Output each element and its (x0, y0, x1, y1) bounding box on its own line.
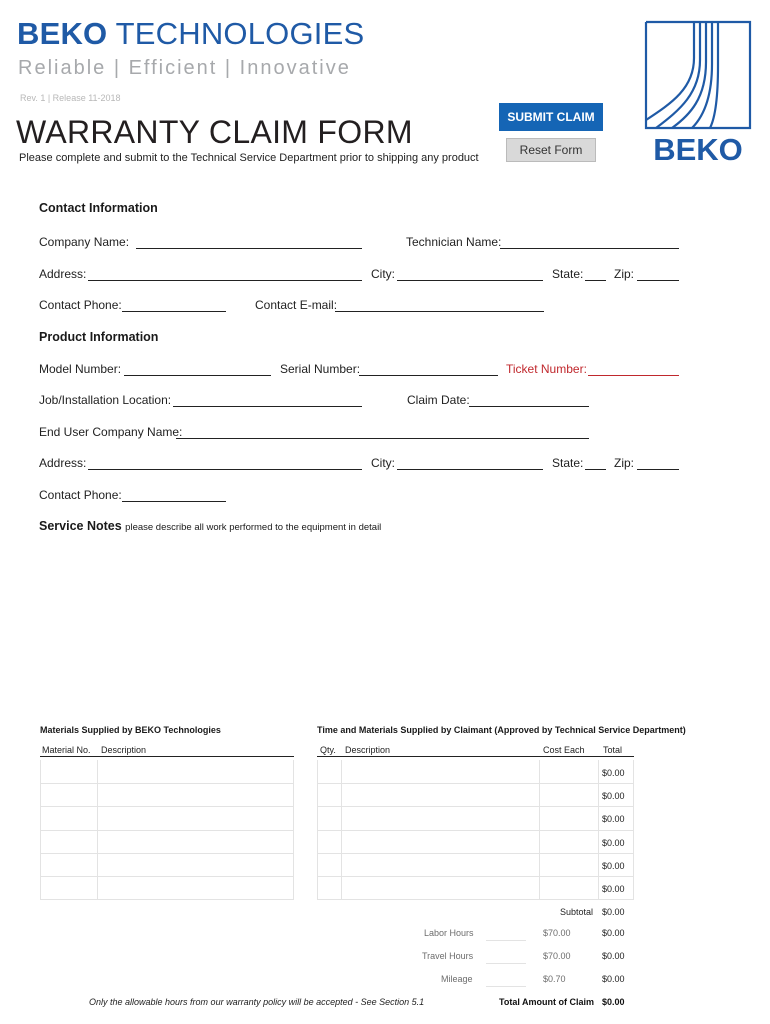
product-state-field[interactable] (585, 469, 606, 470)
submit-claim-button[interactable]: SUBMIT CLAIM (499, 103, 603, 131)
labor-hours-field[interactable] (486, 940, 526, 941)
travel-total: $0.00 (602, 951, 625, 961)
beko-grid-line (40, 830, 294, 831)
technician-name-label: Technician Name: (406, 235, 502, 249)
total-claim-label: Total Amount of Claim (499, 997, 594, 1007)
contact-phone-label: Contact Phone: (39, 298, 122, 312)
address-label: Address: (39, 267, 87, 281)
row-total: $0.00 (602, 861, 625, 871)
tagline: Reliable | Efficient | Innovative (18, 57, 351, 79)
product-contact-phone-label: Contact Phone: (39, 488, 122, 502)
service-notes-heading: Service Notes please describe all work performed to the equipment in detail (39, 519, 382, 533)
revision-label: Rev. 1 | Release 11-2018 (20, 93, 121, 103)
city-field[interactable] (397, 280, 543, 281)
claimant-grid-line (317, 853, 634, 854)
contact-email-field[interactable] (335, 311, 544, 312)
claimant-grid-line (317, 830, 634, 831)
service-notes-hint: please describe all work performed to the equipment in detail (125, 522, 382, 533)
beko-header-rule (40, 756, 294, 757)
job-location-field[interactable] (173, 406, 362, 407)
address-field[interactable] (88, 280, 362, 281)
subtotal-value: $0.00 (602, 907, 625, 917)
claim-date-label: Claim Date: (407, 393, 470, 407)
claim-date-field[interactable] (469, 406, 589, 407)
end-user-company-label: End User Company Name: (39, 425, 183, 439)
claimant-grid-line (317, 899, 634, 900)
row-total: $0.00 (602, 768, 625, 778)
contact-section-heading: Contact Information (39, 201, 158, 215)
claimant-grid-line (317, 783, 634, 784)
product-section-heading: Product Information (39, 330, 159, 344)
product-address-label: Address: (39, 456, 87, 470)
claimant-grid-line (317, 876, 634, 877)
beko-materials-table (40, 760, 294, 900)
row-total: $0.00 (602, 791, 625, 801)
travel-hours-label: Travel Hours (422, 951, 474, 961)
product-city-field[interactable] (397, 469, 543, 470)
labor-rate: $70.00 (543, 928, 571, 938)
technician-name-field[interactable] (500, 248, 679, 249)
job-location-label: Job/Installation Location: (39, 393, 172, 407)
city-label: City: (371, 267, 395, 281)
claimant-materials-table (317, 760, 634, 900)
mileage-field[interactable] (486, 986, 526, 987)
beko-materials-title: Materials Supplied by BEKO Technologies (40, 725, 221, 735)
row-total: $0.00 (602, 814, 625, 824)
product-zip-field[interactable] (637, 469, 679, 470)
ticket-number-field[interactable] (588, 375, 679, 376)
mileage-label: Mileage (441, 974, 473, 984)
instructions-text: Please complete and submit to the Technical Service Department prior to shipping any product (19, 152, 479, 164)
claimant-col-total: Total (603, 745, 623, 755)
svg-text:BEKO: BEKO (653, 132, 743, 166)
mileage-rate: $0.70 (543, 974, 566, 984)
beko-logo (642, 18, 754, 166)
product-zip-label: Zip: (614, 456, 635, 470)
product-address-field[interactable] (88, 469, 362, 470)
product-state-label: State: (552, 456, 584, 470)
total-claim-value: $0.00 (602, 997, 625, 1007)
serial-number-label: Serial Number: (280, 362, 361, 376)
contact-phone-field[interactable] (122, 311, 226, 312)
claimant-col-description: Description (345, 745, 391, 755)
company-name-label: Company Name: (39, 235, 130, 249)
travel-rate: $70.00 (543, 951, 571, 961)
mileage-total: $0.00 (602, 974, 625, 984)
travel-hours-field[interactable] (486, 963, 526, 964)
row-total: $0.00 (602, 884, 625, 894)
company-name-field[interactable] (136, 248, 362, 249)
beko-col-material-no: Material No. (42, 745, 91, 755)
beko-col-description: Description (101, 745, 147, 755)
subtotal-label: Subtotal (560, 907, 594, 917)
serial-number-field[interactable] (359, 375, 498, 376)
model-number-field[interactable] (124, 375, 271, 376)
product-city-label: City: (371, 456, 395, 470)
service-notes-textarea[interactable] (39, 537, 679, 707)
warranty-footnote: Only the allowable hours from our warranty policy will be accepted - See Section 5.1 (89, 997, 425, 1007)
beko-grid-line (40, 806, 294, 807)
labor-total: $0.00 (602, 928, 625, 938)
beko-grid-line (40, 876, 294, 877)
claimant-materials-title: Time and Materials Supplied by Claimant (Approved by Technical Service Department) (317, 725, 686, 735)
company-name: BEKO TECHNOLOGIES (17, 16, 365, 51)
contact-email-label: Contact E-mail: (255, 298, 338, 312)
labor-hours-label: Labor Hours (424, 928, 474, 938)
claimant-grid-line (317, 806, 634, 807)
reset-form-button[interactable]: Reset Form (506, 138, 596, 162)
product-contact-phone-field[interactable] (122, 501, 226, 502)
ticket-number-label: Ticket Number: (506, 362, 587, 376)
end-user-company-field[interactable] (176, 438, 589, 439)
model-number-label: Model Number: (39, 362, 122, 376)
zip-label: Zip: (614, 267, 635, 281)
claimant-col-qty: Qty. (320, 745, 336, 755)
row-total: $0.00 (602, 838, 625, 848)
claimant-header-rule (317, 756, 634, 757)
page-title: WARRANTY CLAIM FORM (16, 114, 413, 150)
beko-grid-line (40, 783, 294, 784)
claimant-col-cost-each: Cost Each (543, 745, 585, 755)
beko-grid-line (40, 899, 294, 900)
beko-grid-line (40, 853, 294, 854)
state-field[interactable] (585, 280, 606, 281)
state-label: State: (552, 267, 584, 281)
zip-field[interactable] (637, 280, 679, 281)
